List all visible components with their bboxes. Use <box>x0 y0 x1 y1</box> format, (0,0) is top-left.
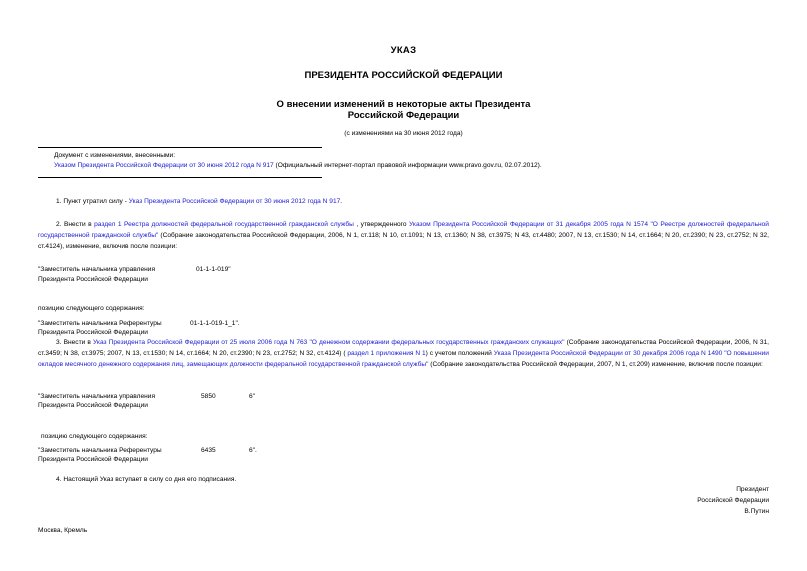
changes-note: (с изменениями на 30 июня 2012 года) <box>344 130 463 137</box>
amendments-bottom-rule <box>38 177 322 178</box>
paragraph-1-end: . <box>340 198 343 205</box>
paragraph-2-start: 2. Внести в <box>56 221 95 228</box>
position-1-title-line-2: Президента Российской Федерации <box>38 276 148 283</box>
position-2-title-line-2: Президента Российской Федерации <box>38 329 148 336</box>
subject-line-2: Российской Федерации <box>347 110 460 121</box>
position-3-title-line-2: Президента Российской Федерации <box>38 402 148 409</box>
paragraph-1 <box>38 196 769 207</box>
position-1-title-line-1: "Заместитель начальника управления <box>38 266 156 273</box>
decree-1574-link[interactable]: Указом Президента Российской Федерации от 31 декабря 2005 года N 1574 "О Реестре должностей федеральной государственной гражданской службы" <box>38 221 769 239</box>
paragraph-2-mid: , утвержденного <box>353 221 410 228</box>
position-3-coefficient: 6" <box>249 393 256 400</box>
position-3-amount: 5850 <box>201 393 216 400</box>
decree-763-link[interactable]: Указ Президента Российской Федерации от 25 июля 2006 года N 763 "О денежном содержании федеральных государственных гражданских служащих" <box>93 339 565 346</box>
paragraph-3 <box>38 337 769 370</box>
amendments-top-rule <box>38 147 322 148</box>
position-2-code: 01-1-1-019-1_1". <box>190 320 240 327</box>
position-3-title-line-1: "Заместитель начальника управления <box>38 393 156 400</box>
paragraph-1-text: 1. Пункт утратил силу - <box>56 198 129 205</box>
signature-title: Президент <box>736 486 769 493</box>
subject-line-1: О внесении изменений в некоторые акты Президента <box>276 99 531 110</box>
paragraph-4: 4. Настоящий Указ вступает в силу со дня его подписания. <box>56 476 237 483</box>
document-type-title: УКАЗ <box>390 45 417 56</box>
appendix-section-link[interactable]: раздел 1 приложения N 1 <box>347 350 426 357</box>
signing-place: Москва, Кремль <box>38 527 88 534</box>
amendments-label: Документ с изменениями, внесенными: <box>54 152 176 159</box>
signature-name: В.Путин <box>744 508 769 515</box>
following-position-label-2: позицию следующего содержания: <box>41 433 148 440</box>
paragraph-3-start: 3. Внести в <box>56 339 94 346</box>
position-4-title-line-1: "Заместитель начальника Референтуры <box>38 447 162 454</box>
registry-section-link[interactable]: раздел 1 Реестра должностей федеральной государственной гражданской службы <box>94 221 354 228</box>
position-4-amount: 6435 <box>201 447 216 454</box>
issuer-title: ПРЕЗИДЕНТА РОССИЙСКОЙ ФЕДЕРАЦИИ <box>304 70 503 81</box>
amendment-source: (Официальный интернет-портал правовой информации www.pravo.gov.ru, 02.07.2012). <box>273 162 542 169</box>
position-2-title-line-1: "Заместитель начальника Референтуры <box>38 320 162 327</box>
position-4-coefficient: 6". <box>249 447 257 454</box>
paragraph-2 <box>38 219 769 252</box>
paragraph-3-rest: (Собрание законодательства Российской Федерации, 2007, N 1, ст.209) изменение, включив после позиции: <box>428 361 763 368</box>
signature-country: Российской Федерации <box>697 497 769 504</box>
paragraph-3-mid-2: ) с учетом положений <box>425 350 494 357</box>
following-position-label-1: позицию следующего содержания: <box>38 305 145 312</box>
position-4-title-line-2: Президента Российской Федерации <box>38 456 148 463</box>
paragraph-3-mid-1: (Собрание законодательства Российской Федерации, 2006, N 31, ст.3459; N 38, ст.3975; 2007, N 13, ст.1530; N 14, ст.1664; N 20, ст.2390; N 23, ст.2752; N 32, ст.4124) ( <box>38 339 769 357</box>
amendment-link[interactable]: Указом Президента Российской Федерации от 30 июня 2012 года N 917 <box>54 162 274 169</box>
document-subject <box>0 99 807 121</box>
decree-1490-link[interactable]: Указа Президента Российской Федерации от 30 декабря 2006 года N 1490 "О повышении окладов месячного денежного содержания лиц, замещающих должности федеральной государственной гражданской службы" <box>38 350 769 368</box>
paragraph-2-rest: (Собрание законодательства Российской Федерации, 2006, N 1, ст.118; N 10, ст.1091; N 13, ст.1360; N 38, ст.3975; N 43, ст.4480; 2007, N 13, ст.1530; N 14, ст.1664; N 20, ст.2390; N 23, ст.2752; N 32, ст.4124), изменение, включив после позиции: <box>38 232 769 250</box>
amendments-entry <box>54 160 542 171</box>
paragraph-1-link[interactable]: Указ Президента Российской Федерации от 30 июня 2012 года N 917 <box>128 198 341 205</box>
position-1-code: 01-1-1-019" <box>196 266 231 273</box>
